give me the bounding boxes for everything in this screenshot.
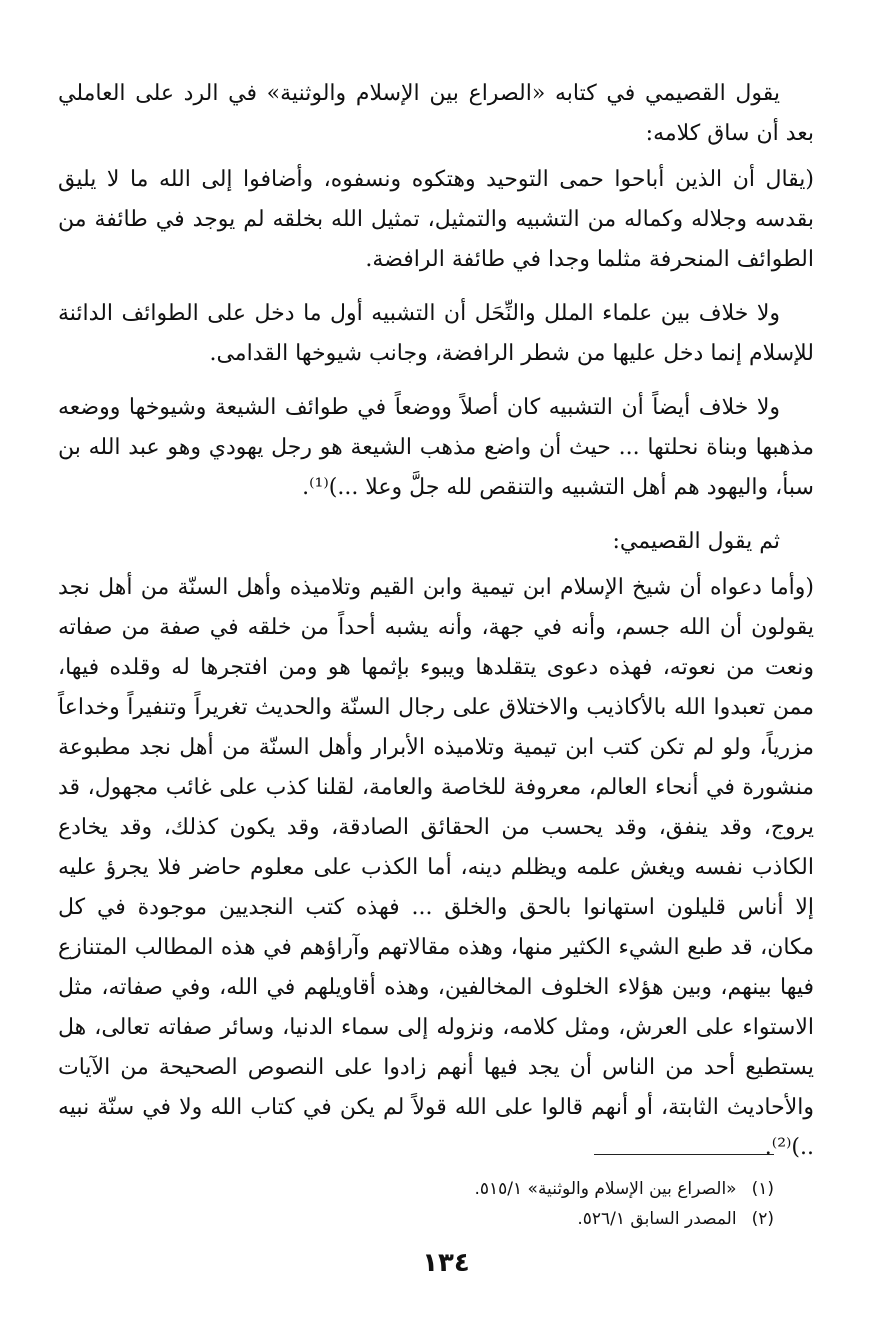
main-text (58, 74, 814, 1182)
quote-paragraph-3: ولا خلاف أيضاً أن التشبيه كان أصلاً ووضعاً في طوائف الشيعة وشيوخها ووضعه مذهبها وبناة نحلتها ... حيث أن واضع مذهب الشيعة هو رجل يهودي وهو عبد الله بن سبأ، واليهود هم أهل التشبيه والتنقص لله جلَّ وعلا ...)⁽¹⁾. (58, 395, 814, 500)
footnotes (140, 1174, 774, 1234)
quote-paragraph-1: (يقال أن الذين أباحوا حمى التوحيد وهتكوه ونسفوه، وأضافوا إلى الله ما لا يليق بقدسه وجلاله وكماله من التشبيه والتمثيل، تمثيل الله بخلقه لم يوجد في طائفة من الطوائف المنحرفة مثلما وجدا في طائفة الرافضة. (58, 167, 814, 272)
quote-paragraph-4: (وأما دعواه أن شيخ الإسلام ابن تيمية وابن القيم وتلاميذه وأهل السنّة من أهل نجد يقولون أن الله جسم، وأنه في جهة، وأنه يشبه أحداً من خلقه في صفة من صفاته ونعت من نعوته، فهذه دعوى يتقلدها ويبوء بإثمها هو ومن افتجرها له وقلده فيها، ممن تعبدوا الله بالأكاذيب والاختلاق على رجال السنّة والحديث تغريراً وتنفيراً وخداعاً مزرياً، ولو لم تكن كتب ابن تيمية وتلاميذه الأبرار وأهل السنّة من أهل نجد مطبوعة منشورة في أنحاء العالم، معروفة للخاصة والعامة، لقلنا كذب على غائب مجهول، قد يروج، وقد ينفق، وقد يحسب من الحقائق الصادقة، وقد يكون كذلك، وقد يخادع الكاذب نفسه ويغش علمه ويظلم دينه، أما الكذب على معلوم حاضر فلا يجرؤ عليه إلا أناس قليلون استهانوا بالحق والخلق ... فهذه كتب النجديين موجودة في كل مكان، قد طبع الشيء الكثير منها، وهذه مقالاتهم وآراؤهم في هذه المطالب المتنازع فيها بينهم، وبين هؤلاء الخلوف المخالفين، وهذه أقاويلهم في الله، وفي صفاته، مثل الاستواء على العرش، ومثل كلامه، ونزوله إلى سماء الدنيا، وسائر صفاته تعالى، هل يستطيع أحد من الناس أن يجد فيها أنهم زادوا على النصوص الصحيحة من الآيات والأحاديث الثابتة، أو أنهم قالوا على الله قولاً لم يكن في كتاب الله ولا في سنّة نبيه ..)⁽²⁾. (58, 575, 814, 1160)
footnote-text: «الصراع بين الإسلام والوثنية» ٥١٥/١. (474, 1179, 737, 1199)
footnote-text: المصدر السابق ٥٢٦/١. (577, 1209, 737, 1229)
footnote-divider (594, 1154, 774, 1155)
footnote-number: (١) (751, 1179, 774, 1199)
quote-paragraph-2: ولا خلاف بين علماء الملل والنِّحَل أن التشبيه أول ما دخل على الطوائف الدائنة للإسلام إنما دخل عليها من شطر الرافضة، وجانب شيوخها القدامى. (58, 301, 814, 366)
intro-paragraph: يقول القصيمي في كتابه «الصراع بين الإسلام والوثنية» في الرد على العاملي بعد أن ساق كلامه: (58, 81, 814, 146)
transition-paragraph: ثم يقول القصيمي: (612, 529, 780, 554)
footnote-1 (140, 1174, 774, 1204)
footnote-2 (140, 1204, 774, 1234)
page-number: ١٣٤ (422, 1248, 470, 1278)
footnote-number: (٢) (751, 1209, 774, 1229)
